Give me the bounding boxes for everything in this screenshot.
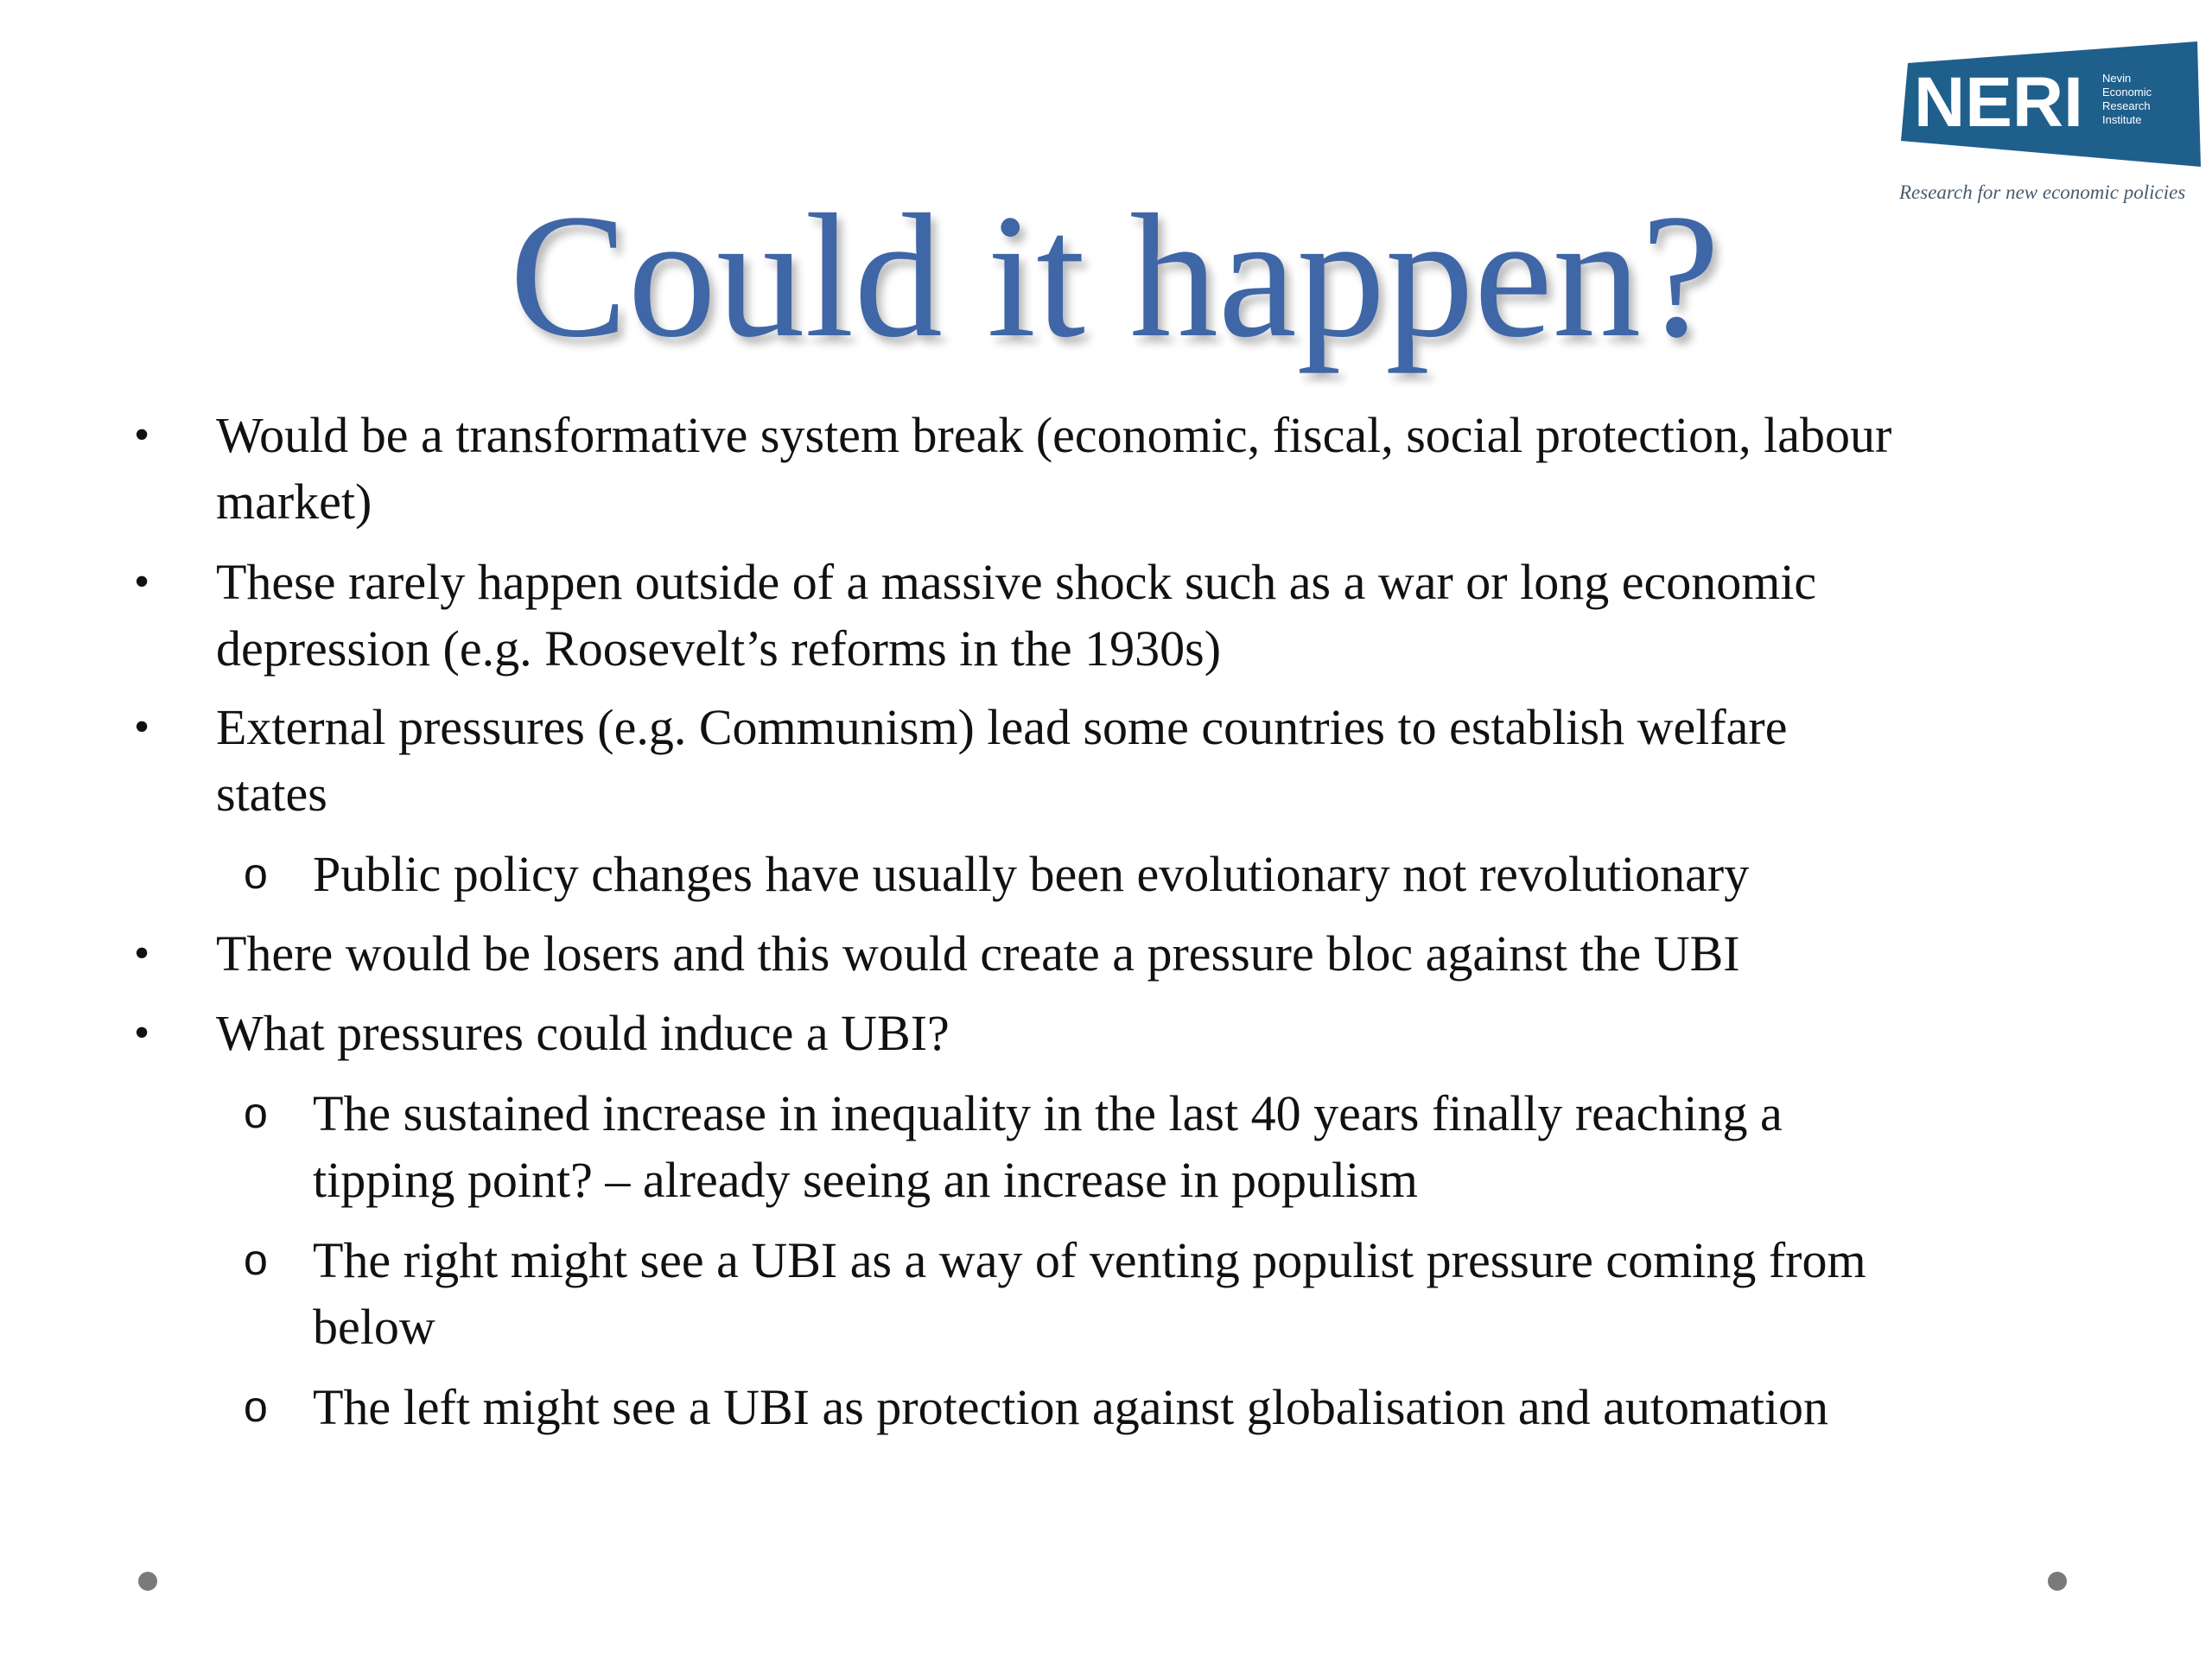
bullet-marker: • [134,410,150,460]
logo-acronym: NERI [1914,63,2083,142]
bullet-line: depression (e.g. Roosevelt’s reforms in the 1930s) [216,620,1222,677]
sub-bullet-item [313,1080,2171,1213]
sub-bullet-item [313,1374,2171,1440]
bullet-line: The sustained increase in inequality in the last 40 years finally reaching a [313,1085,1783,1141]
bullet-line: states [216,766,327,822]
bullet-marker: • [134,929,150,978]
bullet-marker: • [134,1008,150,1058]
slide-title: Could it happen? [509,178,1720,374]
bullet-item [216,1000,2160,1066]
bullet-line: The right might see a UBI as a way of venting populist pressure coming from [313,1232,1866,1288]
bullet-line: The left might see a UBI as protection against globalisation and automation [313,1379,1829,1435]
bullet-marker: • [134,557,150,607]
sub-bullet-marker: o [244,849,268,898]
bullet-item [216,920,2160,987]
logo-name-line-4: Institute [2102,113,2142,126]
bullet-line: below [313,1299,435,1355]
bullet-marker: • [134,702,150,752]
sub-bullet-item [313,1227,2171,1360]
bullet-item [216,402,2160,535]
bullet-line: These rarely happen outside of a massive shock such as a war or long economic [216,554,1817,610]
bullet-line: What pressures could induce a UBI? [216,1005,950,1061]
logo-name-line-3: Research [2102,99,2151,112]
bullet-item [216,549,2160,682]
sub-bullet-marker: o [244,1382,268,1431]
bullet-line: There would be losers and this would create a pressure bloc against the UBI [216,925,1740,982]
logo-name-line-1: Nevin [2102,72,2132,85]
bullet-line: tipping point? – already seeing an increase in populism [313,1152,1418,1208]
sub-bullet-marker: o [244,1089,268,1137]
bullet-line: Would be a transformative system break (economic, fiscal, social protection, labour [216,407,1892,463]
logo-name-line-2: Economic [2102,86,2152,99]
logo-tagline: Research for new economic policies [1899,181,2186,203]
sub-bullet-marker: o [244,1236,268,1284]
sub-bullet-item [313,841,2171,907]
decorative-dot-right [2048,1572,2067,1591]
bullet-item [216,694,2160,827]
bullet-line: External pressures (e.g. Communism) lead some countries to establish welfare [216,699,1788,755]
bullet-line: Public policy changes have usually been evolutionary not revolutionary [313,846,1750,902]
decorative-dot-left [138,1572,157,1591]
bullet-line: market) [216,474,372,530]
